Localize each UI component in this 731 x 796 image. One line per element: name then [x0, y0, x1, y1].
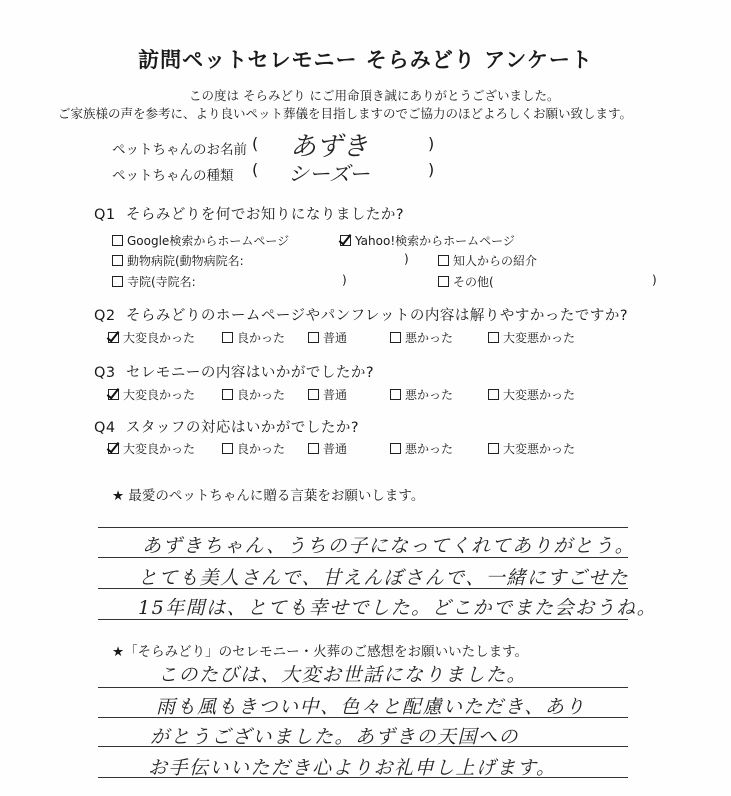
checkbox-checked-icon — [340, 235, 351, 246]
checkbox-icon — [308, 443, 319, 454]
checkbox-icon — [222, 389, 233, 400]
message-line-2: とても美人さんで、甘えんぼさんで、一緒にすごせた — [138, 567, 630, 589]
q3-heading — [94, 361, 374, 382]
checkbox-checked-icon — [108, 332, 119, 343]
checkbox-checked-icon — [108, 443, 119, 454]
q1-option-temple-close: ) — [342, 273, 347, 287]
pet-type-close-paren: ) — [428, 160, 435, 179]
q4-option-very-good[interactable]: 大変良かった — [108, 440, 195, 457]
q2-option-bad[interactable]: 悪かった — [390, 329, 453, 346]
impression-line-4: お手伝いいただき心よりお礼申し上げます。 — [148, 757, 557, 779]
q2-option-very-bad[interactable]: 大変悪かった — [488, 329, 575, 346]
q4-label: Q4 — [94, 420, 116, 436]
q3-option-bad[interactable]: 悪かった — [390, 386, 453, 403]
message-section-heading: ★ 最愛のペットちゃんに贈る言葉をお願いします。 — [112, 488, 425, 504]
q4-option-good[interactable]: 良かった — [222, 440, 285, 457]
checkbox-icon — [390, 389, 401, 400]
pet-name-open-paren: ( — [252, 134, 259, 153]
q3-option-very-bad[interactable]: 大変悪かった — [488, 386, 575, 403]
q3-option-very-good[interactable]: 大変良かった — [108, 386, 195, 403]
impression-line-2: 雨も風もきつい中、色々と配慮いただき、あり — [156, 696, 586, 718]
checkbox-icon — [488, 332, 499, 343]
message-line-3: 15年間は、とても幸せでした。どこかでまた会おうね。 — [138, 597, 658, 619]
impression-line-1: このたびは、大変お世話になりました。 — [158, 664, 528, 686]
q3-option-normal[interactable]: 普通 — [308, 386, 347, 403]
checkbox-icon — [112, 276, 123, 287]
impression-line-3: がとうございました。あずきの天国への — [150, 726, 520, 748]
q1-label: Q1 — [94, 207, 116, 223]
q1-option-other-close: ) — [652, 273, 657, 287]
q1-option-yahoo[interactable]: Yahoo!検索からホームページ — [340, 232, 515, 249]
pet-type-value[interactable]: シーズー — [288, 162, 370, 186]
checkbox-icon — [390, 332, 401, 343]
q2-text: そらみどりのホームページやパンフレットの内容は解りやすかったですか? — [125, 308, 629, 324]
checkbox-icon — [438, 255, 449, 266]
checkbox-icon — [112, 235, 123, 246]
q3-text: セレモニーの内容はいかがでしたか? — [125, 365, 375, 381]
q2-heading — [94, 304, 628, 325]
q2-option-good[interactable]: 良かった — [222, 329, 285, 346]
checkbox-icon — [112, 255, 123, 266]
checkbox-icon — [438, 276, 449, 287]
writing-line — [98, 687, 628, 688]
q1-option-other[interactable]: その他( — [438, 273, 494, 290]
page-title: 訪問ペットセレモニー そらみどり アンケート — [138, 48, 593, 72]
pet-type-label: ペットちゃんの種類 — [112, 168, 234, 184]
q4-option-normal[interactable]: 普通 — [308, 440, 347, 457]
q1-option-temple[interactable]: 寺院(寺院名: — [112, 273, 196, 290]
pet-name-label: ペットちゃんのお名前 — [112, 142, 247, 158]
checkbox-icon — [488, 389, 499, 400]
intro-line-1: この度は そらみどり にご用命頂き誠にありがとうございました。 — [189, 88, 560, 103]
q3-label: Q3 — [94, 365, 116, 381]
q3-option-good[interactable]: 良かった — [222, 386, 285, 403]
checkbox-checked-icon — [108, 389, 119, 400]
q1-heading — [94, 203, 404, 224]
q4-text: スタッフの対応はいかがでしたか? — [125, 420, 360, 436]
message-line-1: あずきちゃん、うちの子になってくれてありがとう。 — [142, 535, 636, 557]
pet-type-open-paren: ( — [252, 160, 259, 179]
intro-line-2: ご家族様の声を参考に、より良いペット葬儀を目指しますのでご協力のほどよろしくお願い致します。 — [58, 106, 633, 121]
q4-option-very-bad[interactable]: 大変悪かった — [488, 440, 575, 457]
q1-option-friend[interactable]: 知人からの紹介 — [438, 252, 537, 269]
q4-option-bad[interactable]: 悪かった — [390, 440, 453, 457]
q1-option-vet[interactable]: 動物病院(動物病院名: — [112, 252, 244, 269]
writing-line — [98, 527, 628, 528]
q1-option-google[interactable]: Google検索からホームページ — [112, 232, 289, 249]
checkbox-icon — [308, 332, 319, 343]
pet-name-value[interactable]: あずき — [290, 132, 369, 162]
impression-section-heading: ★「そらみどり」のセレモニー・火葬のご感想をお願いいたします。 — [112, 644, 529, 660]
checkbox-icon — [222, 443, 233, 454]
checkbox-icon — [390, 443, 401, 454]
q2-option-normal[interactable]: 普通 — [308, 329, 347, 346]
pet-name-close-paren: ) — [428, 134, 435, 153]
checkbox-icon — [488, 443, 499, 454]
checkbox-icon — [222, 332, 233, 343]
q1-text: そらみどりを何でお知りになりましたか? — [125, 207, 405, 223]
q2-option-very-good[interactable]: 大変良かった — [108, 329, 195, 346]
checkbox-icon — [308, 389, 319, 400]
q2-label: Q2 — [94, 308, 116, 324]
q4-heading — [94, 416, 359, 437]
q1-option-vet-close: ) — [404, 252, 409, 266]
